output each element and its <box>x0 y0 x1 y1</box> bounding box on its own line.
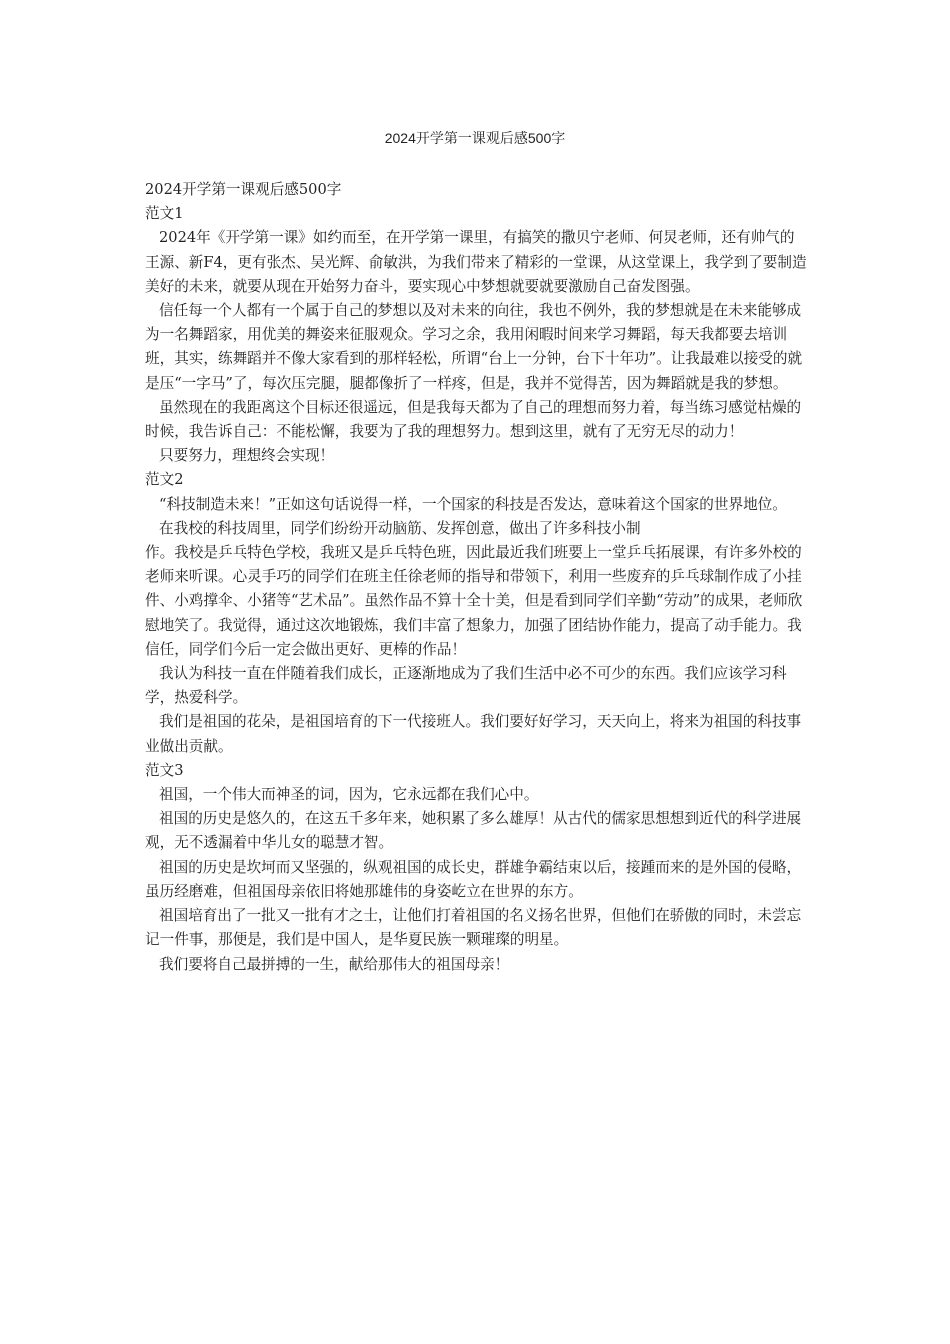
paragraph: 信任每一个人都有一个属于自己的梦想以及对未来的向往，我也不例外，我的梦想就是在未来能够成为一名舞蹈家，用优美的舞姿来征服观众。学习之余，我用闲暇时间来学习舞蹈，每天我都要去培训班，其实，练舞蹈并不像大家看到的那样轻松，所谓“台上一分钟，台下十年功”。让我最难以接受的就是压“一字马”了，每次压完腿，腿都像折了一样疼，但是，我并不觉得苦，因为舞蹈就是我的梦想。 <box>145 302 803 392</box>
paragraph: 虽然现在的我距离这个目标还很遥远，但是我每天都为了自己的理想而努力着，每当练习感觉枯燥的时候，我告诉自己：不能松懈，我要为了我的理想努力。想到这里，就有了无穷无尽的动力！ <box>145 398 802 441</box>
document-title: 2024开学第一课观后感500字 <box>384 130 566 146</box>
section-label-2: 范文2 <box>145 471 184 489</box>
paragraph: 祖国培育出了一批又一批有才之士，让他们打着祖国的名义扬名世界，但他们在骄傲的同时，未尝忘记一件事，那便是，我们是中国人，是华夏民族一颗璀璨的明星。 <box>145 907 802 949</box>
paragraph: “科技制造未来！”正如这句话说得一样，一个国家的科技是否发达，意味着这个国家的世界地位。 <box>159 495 787 513</box>
section-label-1: 范文1 <box>145 205 184 223</box>
paragraph: 祖国的历史是坎坷而又坚强的，纵观祖国的成长史，群雄争霸结束以后，接踵而来的是外国的侵略，虽历经磨难，但祖国母亲依旧将她那雄伟的身姿屹立在世界的东方。 <box>145 858 802 900</box>
paragraph: 在我校的科技周里，同学们纷纷开动脑筋、发挥创意，做出了许多科技小制 <box>159 519 641 537</box>
paragraph: 作。我校是乒乓特色学校，我班又是乒乓特色班，因此最近我们班要上一堂乒乓拓展课，有许多外校的老师来听课。心灵手巧的同学们在班主任徐老师的指导和带领下，利用一些废弃的乒乓球制作成了小挂件、小鸡撑伞、小猪等“艺术品”。虽然作品不算十全十美，但是看到同学们辛勤“劳动”的成果，老师欣慰地笑了。我觉得，通过这次地锻炼，我们丰富了想象力，加强了团结协作能力，提高了动手能力。我信任，同学们今后一定会做出更好、更棒的作品！ <box>145 544 803 658</box>
paragraph: 只要努力，理想终会实现！ <box>159 447 335 465</box>
paragraph: 2024年《开学第一课》如约而至，在开学第一课里，有搞笑的撒贝宁老师、何炅老师，还有帅气的王源、新F4，更有张杰、吴光辉、俞敏洪，为我们带来了精彩的一堂课，从这堂课上，我学到了要制造美好的未来，就要从现在开始努力奋斗，要实现心中梦想就要就要激励自己奋发图强。 <box>145 229 807 295</box>
paragraph: 祖国的历史是悠久的，在这五千多年来，她积累了多么雄厚！从古代的儒家思想想到近代的科学进展观，无不透漏着中华儿女的聪慧才智。 <box>145 810 802 852</box>
document-heading: 2024开学第一课观后感500字 <box>145 181 342 198</box>
paragraph: 我认为科技一直在伴随着我们成长，正逐渐地成为了我们生活中必不可少的东西。我们应该学习科学，热爱科学。 <box>145 665 787 707</box>
paragraph: 我们要将自己最拼搏的一生，献给那伟大的祖国母亲！ <box>159 955 510 973</box>
document-body <box>145 178 808 977</box>
paragraph: 祖国，一个伟大而神圣的词，因为，它永远都在我们心中。 <box>159 786 539 804</box>
section-label-3: 范文3 <box>145 761 184 779</box>
paragraph: 我们是祖国的花朵，是祖国培育的下一代接班人。我们要好好学习，天天向上，将来为祖国的科技事业做出贡献。 <box>145 713 802 755</box>
